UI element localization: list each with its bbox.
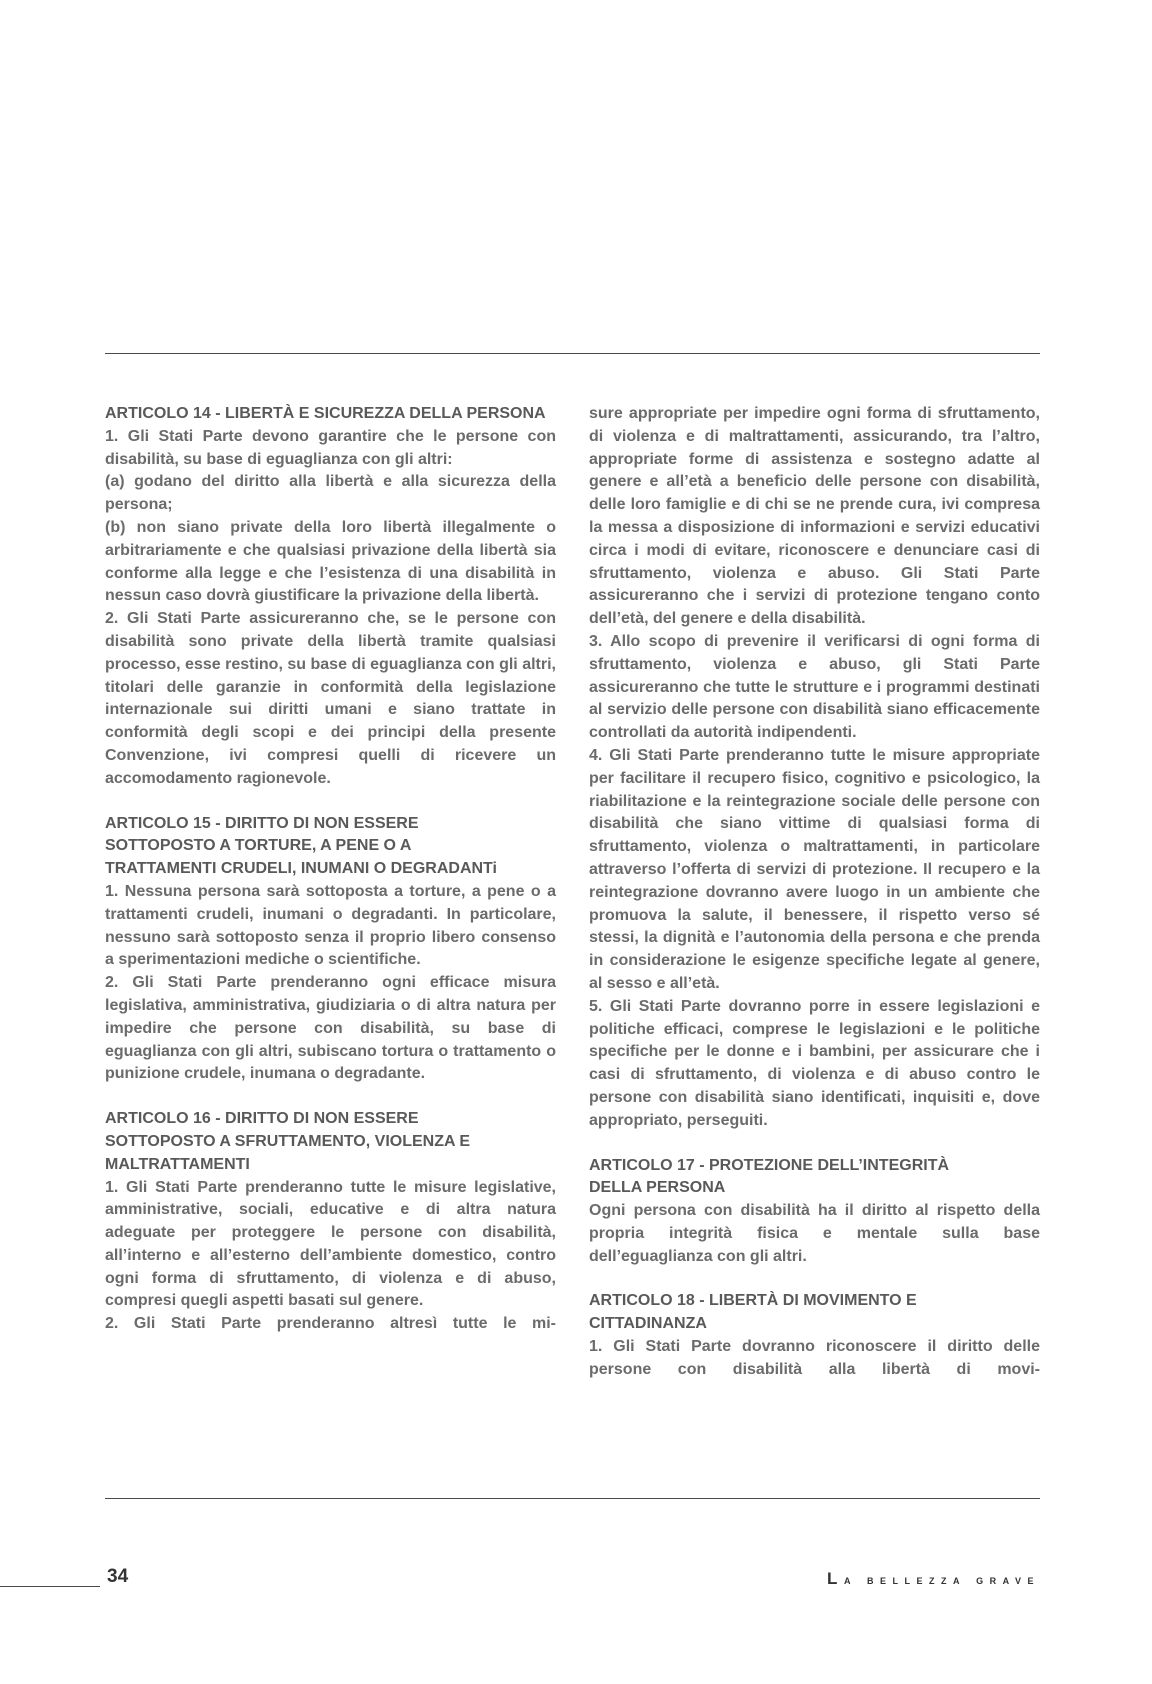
article-17-title-line-2: DELLA PERSONA xyxy=(589,1179,726,1197)
right-column xyxy=(589,403,1040,1382)
top-rule xyxy=(105,353,1040,354)
article-14-item-a: (a) godano del diritto alla libertà e alla sicurezza della persona; xyxy=(105,473,556,514)
article-17-paragraph-1: Ogni persona con disabilità ha il diritto al rispetto della propria integrità fisica e mentale sulla base dell’eguaglianza con gli altri. xyxy=(589,1202,1040,1265)
left-column xyxy=(105,403,556,1336)
footer-rule xyxy=(0,1586,100,1587)
page-number: 34 xyxy=(107,1566,129,1587)
article-16-paragraph-1: 1. Gli Stati Parte prenderanno tutte le misure legislative, amministrative, sociali, educative e di altra natura adeguate per proteggere le persone con disabilità, all’interno e all’esterno dell’ambiente domestico, contro ogni forma di sfruttamento, di violenza e di abuso, compresi quegli aspetti basati sul genere. xyxy=(105,1178,556,1310)
article-16-title-line-2: SOTTOPOSTO A SFRUTTAMENTO, VIOLENZA E xyxy=(105,1132,471,1150)
article-18-title-line-1: ARTICOLO 18 - LIBERTÀ DI MOVIMENTO E xyxy=(589,1292,917,1310)
article-18-title-line-2: CITTADINANZA xyxy=(589,1315,707,1333)
article-16-title xyxy=(105,1108,556,1176)
running-title xyxy=(827,1569,1040,1589)
article-15-paragraph-2: 2. Gli Stati Parte prenderanno ogni efficace misura legislativa, amministrativa, giudiziaria o di altra natura per impedire che persone con disabilità, su base di eguaglianza con gli altri, subiscano tortura o trattamento o punizione crudele, inumana o degradante. xyxy=(105,974,556,1083)
running-title-initial: L xyxy=(827,1569,844,1588)
article-15-title-line-1: ARTICOLO 15 - DIRITTO DI NON ESSERE xyxy=(105,814,419,832)
article-16-paragraph-4: 4. Gli Stati Parte prenderanno tutte le misure appropriate per facilitare il recupero fisico, cognitivo e psicologico, la riabilitazione e la reintegrazione sociale delle persone con disabilità che siano vittime di qualsiasi forma di sfruttamento, violenza o maltrattamenti, in particolare attraverso l’offerta di servizi di protezione. Il recupero e la reintegrazione dovranno avere luogo in un ambiente che promuova la salute, il benessere, il rispetto verso sé stessi, la dignità e l’autonomia della persona e che prenda in considerazione le esigenze specifiche legate al genere, al sesso e all’età. xyxy=(589,746,1040,992)
article-14-title: ARTICOLO 14 - LIBERTÀ E SICUREZZA DELLA PERSONA xyxy=(105,405,546,422)
article-14-item-b: (b) non siano private della loro libertà illegalmente o arbitrariamente e che qualsiasi privazione della libertà sia conforme alla legge e che l’esistenza di una disabilità in nessun caso dovrà giustificare la privazione della libertà. xyxy=(105,518,556,605)
article-18-paragraph-1: 1. Gli Stati Parte dovranno riconoscere il diritto delle persone con disabilità alla libertà di movi- xyxy=(589,1338,1040,1378)
article-15-title-line-3: TRATTAMENTI CRUDELI, INUMANI O DEGRADANTi xyxy=(105,860,497,878)
article-14-paragraph-2: 2. Gli Stati Parte assicureranno che, se le persone con disabilità sono private della libertà tramite qualsiasi processo, esse restino, su base di eguaglianza con gli altri, titolari delle garanzie in conformità della legislazione internazionale sui diritti umani e siano trattate in conformità degli scopi e dei principi della presente Convenzione, ivi compresi quelli di ricevere un accomodamento ragionevole. xyxy=(105,610,556,787)
running-title-rest: a bellezza grave xyxy=(843,1572,1040,1587)
article-17-title-line-1: ARTICOLO 17 - PROTEZIONE DELL’INTEGRITÀ xyxy=(589,1156,950,1174)
article-16-title-line-3: MALTRATTAMENTI xyxy=(105,1155,250,1173)
article-15-title-line-2: SOTTOPOSTO A TORTURE, A PENE O A xyxy=(105,837,412,855)
article-18-title xyxy=(589,1290,1040,1336)
article-15-paragraph-1: 1. Nessuna persona sarà sottoposta a torture, a pene o a trattamenti crudeli, inumani o degradanti. In particolare, nessuno sarà sottoposto senza il proprio libero consenso a sperimentazioni mediche o scientifiche. xyxy=(105,882,556,969)
bottom-rule xyxy=(105,1498,1040,1499)
article-16-paragraph-2-start: 2. Gli Stati Parte prenderanno altresì tutte le mi- xyxy=(105,1315,556,1333)
article-17-title xyxy=(589,1155,1040,1201)
article-14-paragraph-1: 1. Gli Stati Parte devono garantire che le persone con disabilità, su base di eguaglianza con gli altri: xyxy=(105,427,556,468)
article-16-title-line-1: ARTICOLO 16 - DIRITTO DI NON ESSERE xyxy=(105,1110,419,1128)
article-16-paragraph-2-continued: sure appropriate per impedire ogni forma di sfruttamento, di violenza e di maltrattamenti, assicurando, tra l’altro, appropriate forme di assistenza e sostegno adatte al genere e all’età a beneficio delle persone con disabilità, delle loro famiglie e di chi se ne prende cura, ivi compresa la messa a disposizione di informazioni e servizi educativi circa i modi di evitare, riconoscere e denunciare casi di sfruttamento, violenza e abuso. Gli Stati Parte assicureranno che i servizi di protezione tengano conto dell’età, del genere e della disabilità. xyxy=(589,405,1040,628)
article-15-title xyxy=(105,813,556,881)
article-16-paragraph-5: 5. Gli Stati Parte dovranno porre in essere legislazioni e politiche efficaci, comprese le legislazioni e le politiche specifiche per le donne e i bambini, per assicurare che i casi di sfruttamento, di violenza e di abuso contro le persone con disabilità siano identificati, inquisiti e, dove appropriato, perseguiti. xyxy=(589,997,1040,1129)
article-16-paragraph-3: 3. Allo scopo di prevenire il verificarsi di ogni forma di sfruttamento, violenza e abuso, gli Stati Parte assicureranno che tutte le strutture e i programmi destinati al servizio delle persone con disabilità siano efficacemente controllati da autorità indipendenti. xyxy=(589,632,1040,742)
